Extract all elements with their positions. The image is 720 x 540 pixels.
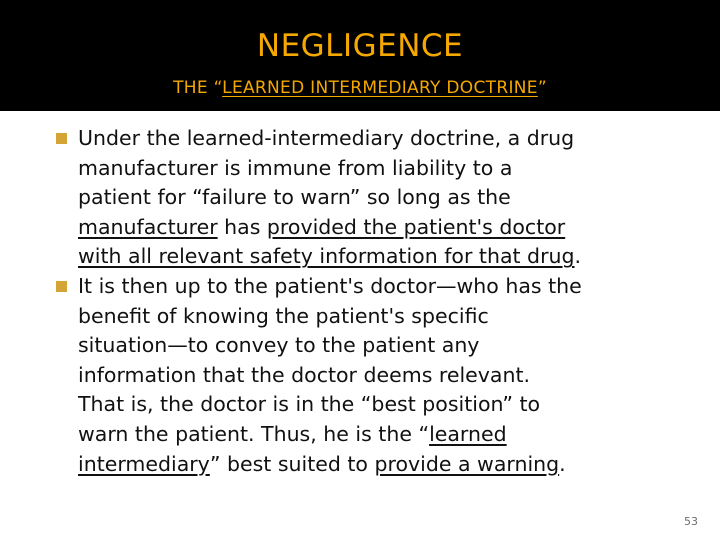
square-bullet-icon [56,133,67,144]
slide-number: 53 [684,515,698,528]
text-segment: warn the patient. Thus, he is the “ [78,421,430,446]
text-segment: patient for “failure to warn” so long as the [78,185,511,210]
bullet-1-line [78,154,708,184]
text-segment: . [574,244,582,269]
text-segment: Under the learned-intermediary doctrine, a drug [78,126,575,150]
slide-header [0,0,720,111]
slide-title: NEGLIGENCE [256,28,464,64]
bullet-2-line [78,331,708,361]
bullet-2-line [78,302,708,332]
text-segment: It is then up to the patient's doctor—who has the [78,273,582,298]
subtitle-prefix: THE “ [173,78,223,98]
square-bullet-icon [56,281,67,292]
text-segment: manufacturer is immune from liability to a [78,155,513,180]
underlined-text-segment: manufacturer [78,214,218,239]
bullet-2-line [78,420,708,450]
underlined-text-segment: intermediary [78,451,210,476]
bullet-1-line [78,213,708,243]
text-segment: information that the doctor deems relevant. [78,362,531,387]
bullet-1-line [78,124,708,154]
text-segment: benefit of knowing the patient's specific [78,303,489,328]
bullet-1-line [78,242,708,272]
underlined-text-segment: provided the patient's doctor [266,214,566,239]
bullet-list [78,124,708,479]
slide-subtitle [0,76,720,100]
text-segment: ” best suited to [209,451,375,476]
underlined-text-segment: with all relevant safety information for that drug [78,244,575,269]
subtitle-suffix: ” [537,78,547,98]
bullet-2-line [78,272,708,302]
bullet-2-line [78,361,708,391]
subtitle-doctrine-name: LEARNED INTERMEDIARY DOCTRINE [222,78,538,98]
text-segment: . [559,451,566,476]
bullet-2-line [78,450,708,480]
text-segment: has [217,214,267,239]
underlined-text-segment: provide a warning [374,451,560,476]
bullet-2-line [78,390,708,420]
underlined-text-segment: learned [429,421,507,446]
bullet-1-line [78,183,708,213]
text-segment: situation—to convey to the patient any [78,333,480,358]
text-segment: That is, the doctor is in the “best position” to [78,392,541,417]
